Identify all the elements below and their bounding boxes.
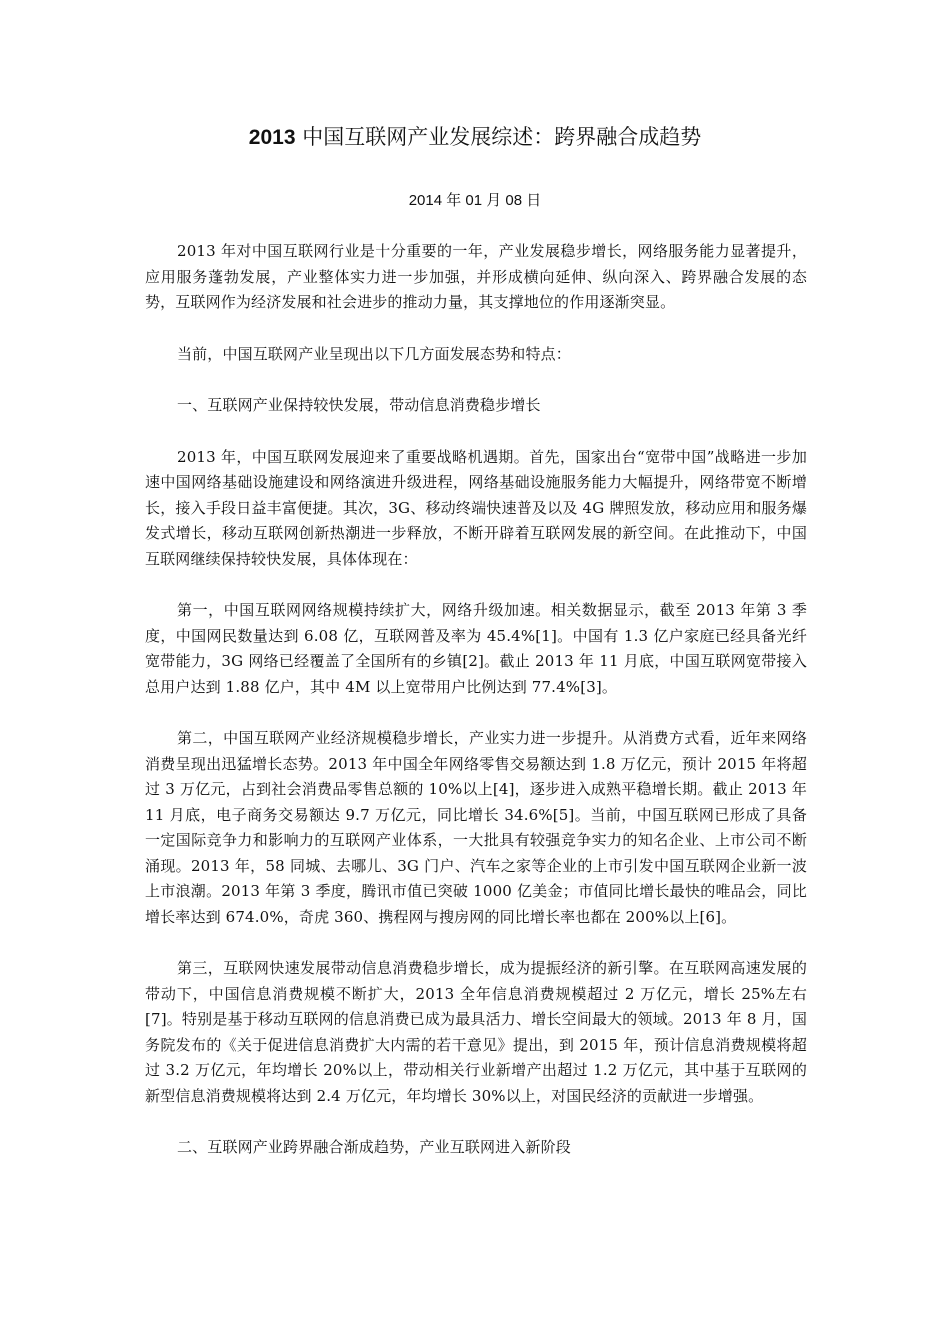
paragraph-first: 第一，中国互联网网络规模持续扩大，网络升级加速。相关数据显示，截至 2013 年第 3 季度，中国网民数量达到 6.08 亿，互联网普及率为 45.4%[1]。中国有 1.3 亿户家庭已经具备光纤宽带能力，3G 网络已经覆盖了全国所有的乡镇[2]。截止 2013 年 11 月底，中国互联网宽带接入总用户达到 1.88 亿户，其中 4M 以上宽带用户比例达到 77.4%[3]。 [145,601,807,696]
paragraph-intro: 2013 年对中国互联网行业是十分重要的一年，产业发展稳步增长，网络服务能力显著提升，应用服务蓬勃发展，产业整体实力进一步加强，并形成横向延伸、纵向深入、跨界融合发展的态势，互联网作为经济发展和社会进步的推动力量，其支撑地位的作用逐渐突显。 [145,242,807,311]
title-year: 2013 [248,126,296,149]
section-heading-2: 二、互联网产业跨界融合渐成趋势，产业互联网进入新阶段 [177,1138,571,1156]
article-body [145,239,807,1161]
paragraph-third: 第三，互联网快速发展带动信息消费稳步增长，成为提振经济的新引擎。在互联网高速发展的带动下，中国信息消费规模不断扩大，2013 全年信息消费规模超过 2 万亿元，增长 25%左右[7]。特别是基于移动互联网的信息消费已成为最具活力、增长空间最大的领域。2013 年 8 月，国务院发布的《关于促进信息消费扩大内需的若干意见》提出，到 2015 年，预计信息消费规模将超过 3.2 万亿元，年均增长 20%以上，带动相关行业新增产出超过 1.2 万亿元，其中基于互联网的新型信息消费规模将达到 2.4 万亿元，年均增长 30%以上，对国民经济的贡献进一步增强。 [145,959,807,1105]
title-text: 中国互联网产业发展综述：跨界融合成趋势 [302,125,702,149]
publish-date: 2014 年 01 月 08 日 [408,192,542,209]
section-heading-1: 一、互联网产业保持较快发展，带动信息消费稳步增长 [177,396,541,414]
paragraph-overview: 当前，中国互联网产业呈现出以下几方面发展态势和特点： [177,344,571,363]
document-title [0,122,950,153]
paragraph-strategy: 2013 年，中国互联网发展迎来了重要战略机遇期。首先，国家出台“宽带中国”战略进一步加速中国网络基础设施建设和网络演进升级进程，网络基础设施服务能力大幅提升，网络带宽不断增长，接入手段日益丰富便捷。其次，3G、移动终端快速普及以及 4G 牌照发放，移动应用和服务爆发式增长，移动互联网创新热潮进一步释放，不断开辟着互联网发展的新空间。在此推动下，中国互联网继续保持较快发展，具体体现在： [145,447,807,568]
paragraph-second: 第二，中国互联网产业经济规模稳步增长，产业实力进一步提升。从消费方式看，近年来网络消费呈现出迅猛增长态势。2013 年中国全年网络零售交易额达到 1.8 万亿元，预计 2015 年将超过 3 万亿元，占到社会消费品零售总额的 10%以上[4]，逐步进入成熟平稳增长期。截止 2013 年 11 月底，电子商务交易额达 9.7 万亿元，同比增长 34.6%[5]。当前，中国互联网已形成了具备一定国际竞争力和影响力的互联网产业体系，一大批具有较强竞争实力的知名企业、上市公司不断涌现。2013 年，58 同城、去哪儿、3G 门户、汽车之家等企业的上市引发中国互联网企业新一波上市浪潮。2013 年第 3 季度，腾讯市值已突破 1000 亿美金；市值同比增长最快的唯品会，同比增长率达到 674.0%，奇虎 360、携程网与搜房网的同比增长率也都在 200%以上[6]。 [145,729,807,926]
